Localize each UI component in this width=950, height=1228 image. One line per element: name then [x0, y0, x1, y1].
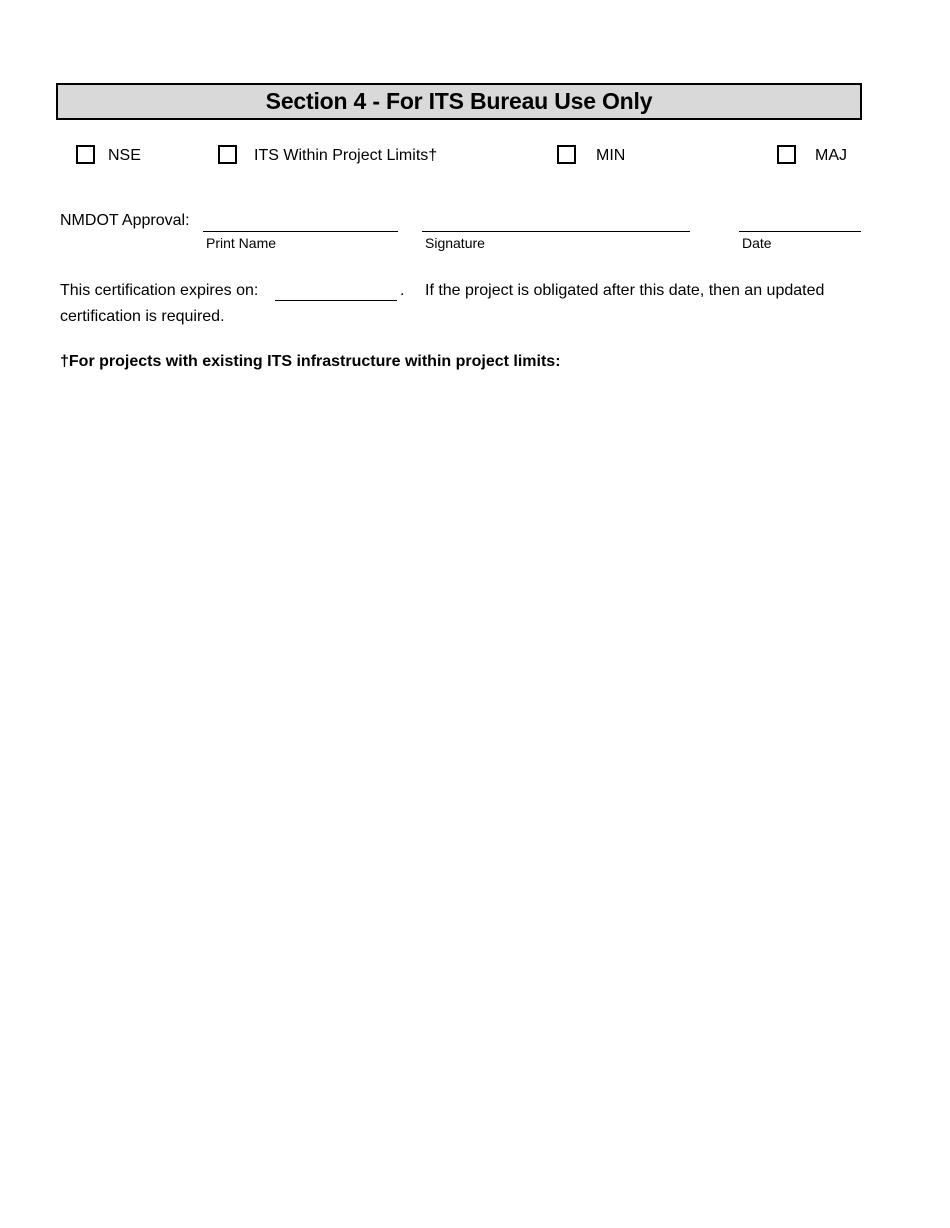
maj-label: MAJ	[815, 147, 847, 164]
signature-field[interactable]	[422, 231, 690, 232]
maj-checkbox[interactable]	[777, 145, 796, 164]
signature-caption: Signature	[425, 235, 485, 251]
certification-required-text: certification is required.	[60, 308, 225, 325]
nse-label: NSE	[108, 147, 141, 164]
date-caption: Date	[742, 235, 772, 251]
footnote-text: †For projects with existing ITS infrastructure within project limits:	[60, 353, 561, 370]
min-label: MIN	[596, 147, 626, 164]
print-name-field[interactable]	[203, 231, 398, 232]
date-field[interactable]	[739, 231, 861, 232]
print-name-caption: Print Name	[206, 235, 277, 251]
its-within-project-limits-label: ITS Within Project Limits†	[254, 147, 438, 164]
obligated-text: If the project is obligated after this date, then an updated	[425, 282, 825, 299]
min-checkbox[interactable]	[557, 145, 576, 164]
nmdot-approval-label: NMDOT Approval:	[60, 212, 190, 229]
its-within-project-limits-checkbox[interactable]	[218, 145, 237, 164]
expiration-date-field[interactable]	[275, 300, 397, 301]
period-mark: .	[400, 282, 405, 299]
certification-expires-label: This certification expires on:	[60, 282, 259, 299]
nse-checkbox[interactable]	[76, 145, 95, 164]
section-title: Section 4 - For ITS Bureau Use Only	[56, 83, 862, 120]
